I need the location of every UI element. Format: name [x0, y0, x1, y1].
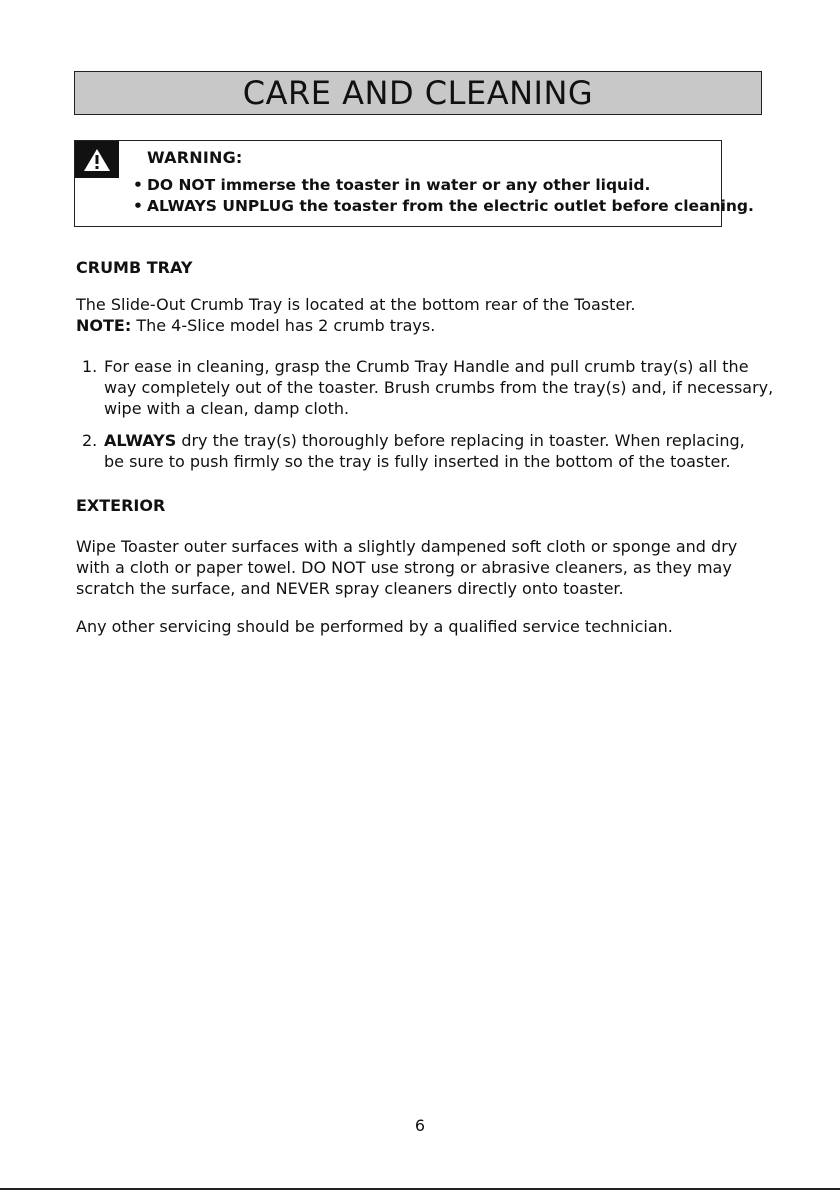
- step-2: [82, 430, 758, 472]
- step-text: dry the tray(s) thoroughly before replacing in toaster. When replacing, be sure to push firmly so the tray is fully inserted in the bottom of the toaster.: [104, 431, 745, 471]
- crumb-tray-heading: CRUMB TRAY: [76, 258, 193, 277]
- title-banner: [74, 71, 762, 115]
- bottom-divider: [0, 1188, 840, 1190]
- step-number: 1.: [82, 357, 98, 376]
- step-text: For ease in cleaning, grasp the Crumb Tray Handle and pull crumb tray(s) all the way completely out of the toaster. Brush crumbs from the tray(s) and, if necessary, wipe with a clean, damp cloth.: [104, 357, 774, 418]
- warning-triangle-icon: [75, 141, 119, 178]
- exterior-heading: EXTERIOR: [76, 496, 166, 515]
- warning-list: [129, 175, 754, 217]
- warning-item: • ALWAYS UNPLUG the toaster from the electric outlet before cleaning.: [133, 197, 754, 215]
- step-number: 2.: [82, 431, 98, 450]
- warning-item: • DO NOT immerse the toaster in water or any other liquid.: [133, 176, 651, 194]
- note-text: The 4-Slice model has 2 crumb trays.: [131, 316, 436, 335]
- warning-heading: WARNING:: [147, 148, 243, 167]
- step-lead: ALWAYS: [104, 431, 177, 450]
- warning-box: [74, 140, 754, 227]
- page-number: 6: [414, 1116, 426, 1135]
- crumb-tray-intro: The Slide-Out Crumb Tray is located at the bottom rear of the Toaster. NOTE: The 4-Slice model has 2 crumb trays.: [76, 295, 636, 335]
- exterior-text: Wipe Toaster outer surfaces with a slightly dampened soft cloth or sponge and dry with a cloth or paper towel. DO NOT use strong or abrasive cleaners, as they may scratch the surface, and NEVER spray cleaners directly onto toaster.: [76, 537, 738, 598]
- servicing-text: Any other servicing should be performed by a qualified service technician.: [76, 617, 673, 636]
- step-1: [82, 356, 778, 419]
- page-title: CARE AND CLEANING: [242, 74, 594, 112]
- note-label: NOTE:: [76, 316, 132, 335]
